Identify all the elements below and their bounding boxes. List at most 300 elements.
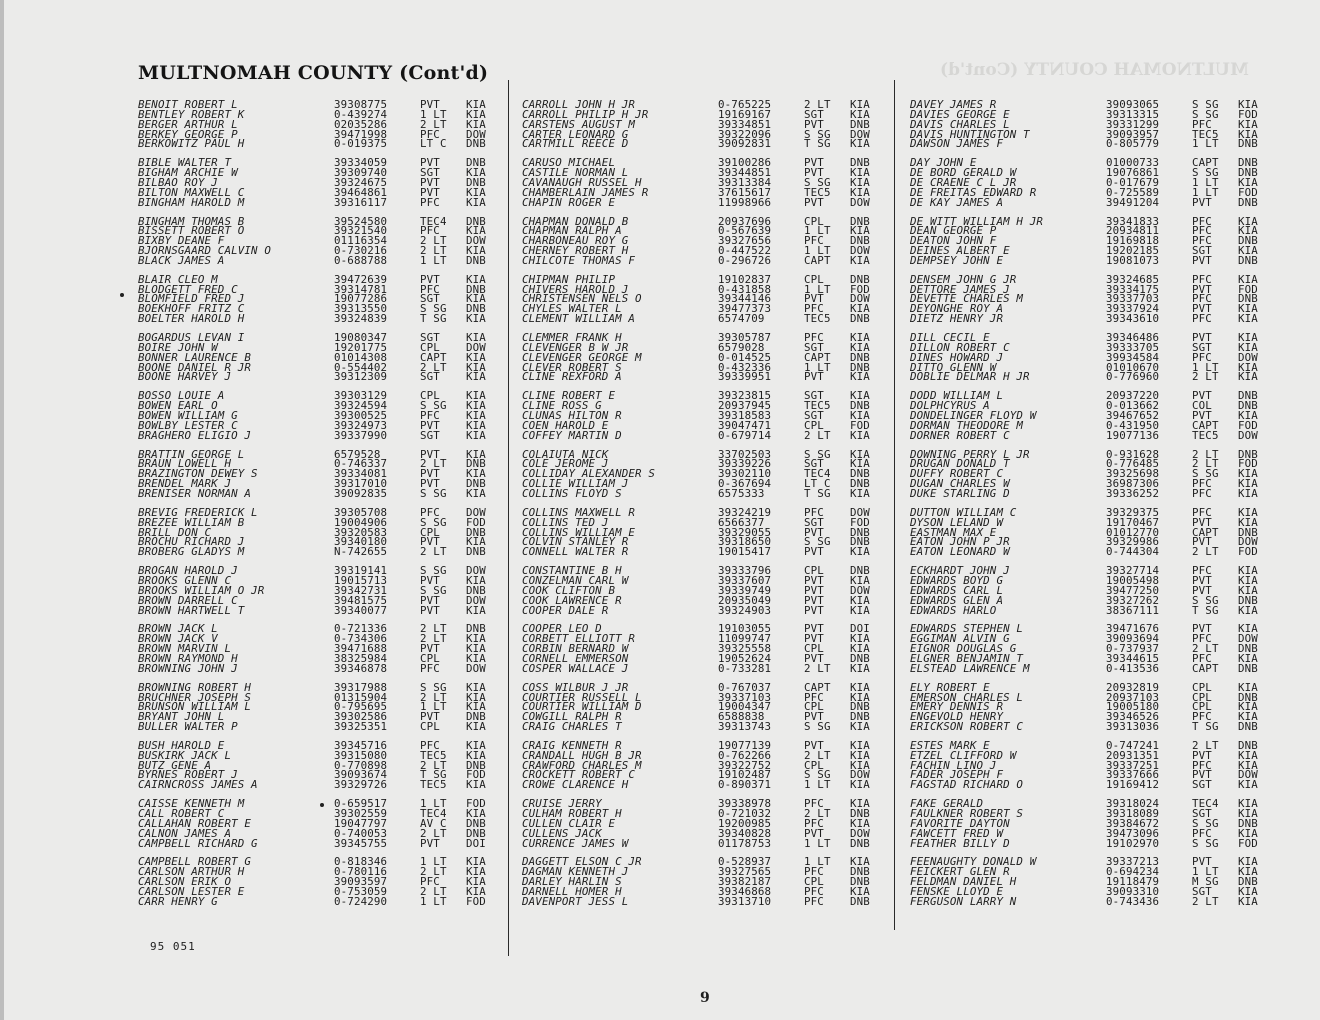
rank: CAPT xyxy=(1192,661,1219,675)
rank: SGT xyxy=(1192,244,1212,258)
serial-number: 01315904 xyxy=(334,690,388,704)
serial-number: 6566377 xyxy=(718,515,765,529)
rank: S SG xyxy=(1192,107,1219,121)
status-code: DNB xyxy=(1238,690,1258,704)
status-code: KIA xyxy=(466,331,486,345)
rank: SGT xyxy=(420,428,440,442)
serial-number: 01116354 xyxy=(334,234,388,248)
roster-row xyxy=(910,573,1270,587)
serial-number: 0-747241 xyxy=(1106,738,1160,752)
status-code: KIA xyxy=(466,467,486,481)
serial-number: 01010670 xyxy=(1106,360,1160,374)
roster-row xyxy=(910,816,1270,830)
rank: PFC xyxy=(420,195,440,209)
status-code: KIA xyxy=(850,340,870,354)
name: DODD WILLIAM L xyxy=(910,391,1004,402)
status-code: KIA xyxy=(1238,573,1258,587)
roster-row xyxy=(522,333,882,343)
roster-group xyxy=(910,857,1270,906)
roster-row xyxy=(522,195,882,209)
status-code: DOW xyxy=(850,195,870,209)
status-code: KIA xyxy=(850,545,870,559)
rank: CAPT xyxy=(804,350,831,364)
rank: SGT xyxy=(1192,884,1212,898)
status-code: DOW xyxy=(466,340,486,354)
name: DONDELINGER FLOYD W xyxy=(910,411,1037,421)
rank: 2 LT xyxy=(420,117,447,131)
roster-group xyxy=(910,158,1270,207)
name: EMERSON CHARLES L xyxy=(910,692,1024,703)
name: DAVEY JAMES R xyxy=(910,100,997,110)
status-code: KIA xyxy=(466,603,486,617)
status-code: KIA xyxy=(1238,826,1258,840)
roster-row xyxy=(522,547,882,557)
rank: 1 LT xyxy=(420,107,447,121)
status-code: DNB xyxy=(1238,195,1258,209)
roster-row xyxy=(910,185,1270,199)
rank: 1 LT xyxy=(1192,175,1219,189)
name: FAWCETT FRED W xyxy=(910,828,1004,839)
name: EDWARDS GLEN A xyxy=(910,595,1004,606)
roster-row xyxy=(522,185,882,199)
rank: CAPT xyxy=(1192,525,1219,539)
rank: 2 LT xyxy=(420,884,447,898)
name: BOELTER HAROLD H xyxy=(138,314,245,325)
serial-number: 19169818 xyxy=(1106,234,1160,248)
status-code: DNB xyxy=(850,467,870,481)
roster-column-3 xyxy=(910,100,1270,916)
serial-number: 39481575 xyxy=(334,593,388,607)
rank: SGT xyxy=(420,166,440,180)
name: COLAIUTA NICK xyxy=(522,449,609,460)
serial-number: 0-776960 xyxy=(1106,370,1160,384)
rank: PVT xyxy=(420,603,440,617)
rank: CPL xyxy=(1192,700,1212,714)
status-code: DNB xyxy=(466,622,486,636)
name: BOIRE JOHN W xyxy=(138,342,218,353)
name: CALL ROBERT C xyxy=(138,809,225,819)
status-code: DNB xyxy=(466,137,486,151)
status-code: DNB xyxy=(850,700,870,714)
status-code: DNB xyxy=(466,710,486,724)
name: DINES HOWARD J xyxy=(910,352,1004,363)
roster-row xyxy=(910,547,1270,557)
name: BYRNES ROBERT J xyxy=(138,770,238,781)
status-code: DOW xyxy=(1238,535,1258,549)
status-code: FOD xyxy=(466,797,486,811)
status-code: KIA xyxy=(850,797,870,811)
serial-number: 39308775 xyxy=(334,98,388,111)
name: BROWNING ROBERT H xyxy=(138,682,252,693)
status-code: KIA xyxy=(1238,651,1258,665)
status-code: KIA xyxy=(1238,214,1258,228)
rank: 2 LT xyxy=(420,244,447,258)
rank: 1 LT xyxy=(420,855,447,869)
status-code: KIA xyxy=(466,680,486,694)
status-code: KIA xyxy=(850,428,870,442)
name: EMERY DENNIS R xyxy=(910,702,1004,713)
rank: PVT xyxy=(804,583,824,597)
status-code: KIA xyxy=(1238,467,1258,481)
roster-row xyxy=(910,644,1270,654)
status-code: DOW xyxy=(850,583,870,597)
status-code: DNB xyxy=(1238,875,1258,889)
status-code: KIA xyxy=(1238,224,1258,238)
roster-row xyxy=(910,722,1270,732)
name: BLODGETT FRED C xyxy=(138,284,238,295)
footer-code: 95 051 xyxy=(150,940,196,953)
name: COLLINS WILLIAM E xyxy=(522,527,636,538)
rank: 2 LT xyxy=(420,457,447,471)
serial-number: 11998966 xyxy=(718,195,772,209)
name: CHAPMAN DONALD B xyxy=(522,216,629,227)
rank: LT C xyxy=(804,477,831,491)
rank: 1 LT xyxy=(804,244,831,258)
serial-number: 39384672 xyxy=(1106,816,1160,830)
roster-group xyxy=(522,447,882,500)
rank: PVT xyxy=(1192,573,1212,587)
serial-number: 39324903 xyxy=(718,603,772,617)
serial-number: 39093310 xyxy=(1106,884,1160,898)
serial-number: 0-679714 xyxy=(718,428,772,442)
serial-number: 39333796 xyxy=(718,564,772,578)
rank: 1 LT xyxy=(420,894,447,908)
rank: CPL xyxy=(1192,680,1212,694)
rank: PVT xyxy=(1192,535,1212,549)
status-code: KIA xyxy=(1238,807,1258,821)
status-code: KIA xyxy=(466,272,486,286)
rank: TEC4 xyxy=(420,214,447,228)
roster-row xyxy=(522,680,882,694)
serial-number: 19118479 xyxy=(1106,875,1160,889)
name: ELY ROBERT E xyxy=(910,682,990,693)
rank: CPL xyxy=(804,418,824,432)
status-code: DNB xyxy=(1238,292,1258,306)
name: FADER JOSEPH F xyxy=(910,770,1004,781)
name: CHYLES WALTER L xyxy=(522,304,622,315)
name: BRAZINGTON DEWEY S xyxy=(138,469,258,480)
serial-number: 0-439274 xyxy=(334,107,388,121)
status-code: KIA xyxy=(466,875,486,889)
roster-row xyxy=(522,722,882,732)
name: DIETZ HENRY JR xyxy=(910,314,1004,325)
status-code: DOW xyxy=(1238,428,1258,442)
status-code: KIA xyxy=(850,758,870,772)
name: BOSSO LOUIE A xyxy=(138,391,225,402)
roster-row xyxy=(910,525,1270,539)
status-code: DOW xyxy=(850,505,870,519)
roster-row xyxy=(522,401,882,411)
rank: PFC xyxy=(1192,214,1212,228)
status-code: KIA xyxy=(1238,710,1258,724)
rank: S SG xyxy=(804,175,831,189)
roster-row xyxy=(522,624,882,634)
roster-group xyxy=(522,391,882,440)
name: CLINE REXFORD A xyxy=(522,372,622,383)
rank: S SG xyxy=(804,768,831,782)
name: BROWN JACK V xyxy=(138,634,218,645)
status-code: KIA xyxy=(1238,748,1258,762)
rank: SGT xyxy=(804,515,824,529)
status-code: KIA xyxy=(1238,700,1258,714)
roster-row xyxy=(138,469,498,479)
status-code: DOW xyxy=(850,292,870,306)
serial-number: 39320583 xyxy=(334,525,388,539)
status-code: KIA xyxy=(466,244,486,258)
rank: TEC5 xyxy=(420,748,447,762)
roster-row xyxy=(910,294,1270,304)
status-code: KIA xyxy=(850,137,870,151)
name: COURTIER WILLIAM D xyxy=(522,702,642,713)
serial-number: 39313315 xyxy=(1106,107,1160,121)
roster-row xyxy=(522,226,882,236)
rank: 1 LT xyxy=(804,836,831,850)
roster-row xyxy=(522,877,882,887)
rank: PVT xyxy=(804,370,824,384)
roster-row xyxy=(522,583,882,597)
page-title: MULTNOMAH COUNTY (Cont'd) xyxy=(138,62,489,84)
status-code: KIA xyxy=(466,360,486,374)
name: CROWE CLARENCE H xyxy=(522,780,629,791)
name: CARLSON LESTER E xyxy=(138,886,245,897)
status-code: KIA xyxy=(850,738,870,752)
roster-group xyxy=(138,566,498,615)
status-code: KIA xyxy=(850,370,870,384)
rank: 1 LT xyxy=(804,778,831,792)
rank: PVT xyxy=(804,292,824,306)
serial-number: 39324685 xyxy=(1106,272,1160,286)
status-code: DNB xyxy=(850,312,870,326)
name: BILBAO ROY J xyxy=(138,177,218,188)
status-code: DNB xyxy=(1238,720,1258,734)
status-code: DOW xyxy=(850,768,870,782)
rank: 1 LT xyxy=(420,797,447,811)
name: ELGNER BENJAMIN T xyxy=(910,653,1024,664)
serial-number: 6579028 xyxy=(718,340,765,354)
serial-number: 39305787 xyxy=(718,331,772,345)
roster-row xyxy=(138,826,498,840)
serial-number: 39093597 xyxy=(334,875,388,889)
status-code: KIA xyxy=(1238,865,1258,879)
status-code: KIA xyxy=(1238,603,1258,617)
name: BOWEN WILLIAM G xyxy=(138,411,238,421)
status-code: KIA xyxy=(850,447,870,461)
name: CLINE ROBERT E xyxy=(522,391,616,402)
name: CARSTENS AUGUST M xyxy=(522,119,636,130)
roster-row xyxy=(522,314,882,324)
roster-row xyxy=(138,195,498,209)
serial-number: 0-740053 xyxy=(334,826,388,840)
serial-number: 39313743 xyxy=(718,720,772,734)
status-code: KIA xyxy=(1238,505,1258,519)
rank: 1 LT xyxy=(1192,865,1219,879)
serial-number: 0-014525 xyxy=(718,350,772,364)
name: CARLSON ERIK O xyxy=(138,877,232,887)
status-code: KIA xyxy=(466,748,486,762)
rank: CPL xyxy=(420,651,440,665)
status-code: FOD xyxy=(1238,545,1258,559)
serial-number: 6575333 xyxy=(718,486,765,500)
serial-number: 0-528937 xyxy=(718,855,772,869)
serial-number: 39934584 xyxy=(1106,350,1160,364)
serial-number: 39325351 xyxy=(334,720,388,734)
name: EASTMAN MAX E xyxy=(910,527,997,538)
rank: PFC xyxy=(1192,272,1212,286)
rank: TEC5 xyxy=(1192,127,1219,141)
rank: TEC5 xyxy=(804,312,831,326)
serial-number: 39318089 xyxy=(1106,807,1160,821)
name: CHIVERS HAROLD J xyxy=(522,284,629,295)
name: DOWNING PERRY L JR xyxy=(910,449,1030,460)
name: DORNER ROBERT C xyxy=(910,430,1010,441)
status-code: KIA xyxy=(466,166,486,180)
rank: S SG xyxy=(1192,593,1219,607)
serial-number: 39327656 xyxy=(718,234,772,248)
status-code: DOW xyxy=(1238,768,1258,782)
serial-number: 20937696 xyxy=(718,214,772,228)
serial-number: 39324219 xyxy=(718,505,772,519)
rank: PVT xyxy=(1192,331,1212,345)
rank: S SG xyxy=(420,583,447,597)
roster-group xyxy=(910,624,1270,673)
roster-row xyxy=(910,877,1270,887)
rank: PFC xyxy=(1192,350,1212,364)
status-code: KIA xyxy=(850,632,870,646)
name: BINGHAM HAROLD M xyxy=(138,197,245,208)
serial-number: 0-931628 xyxy=(1106,447,1160,461)
status-code: KIA xyxy=(1238,127,1258,141)
name: BONNER LAURENCE B xyxy=(138,352,252,363)
status-code: KIA xyxy=(1238,884,1258,898)
rank: PVT xyxy=(420,836,440,850)
serial-number: 39337924 xyxy=(1106,302,1160,316)
name: DEYONGHE ROY A xyxy=(910,304,1004,315)
name: BROCHU RICHARD J xyxy=(138,537,245,548)
serial-number: 39340077 xyxy=(334,603,388,617)
serial-number: 19102970 xyxy=(1106,836,1160,850)
name: DE WITT WILLIAM H JR xyxy=(910,216,1044,227)
roster-row xyxy=(910,272,1270,286)
name: DUGAN CHARLES W xyxy=(910,479,1010,489)
rank: T SG xyxy=(804,137,831,151)
rank: PVT xyxy=(420,467,440,481)
status-code: KIA xyxy=(1238,340,1258,354)
status-code: DNB xyxy=(466,214,486,228)
rank: TEC4 xyxy=(804,467,831,481)
rank: PFC xyxy=(1192,224,1212,238)
roster-row xyxy=(910,214,1270,228)
status-code: KIA xyxy=(466,738,486,752)
serial-number: 0-746337 xyxy=(334,457,388,471)
status-code: DNB xyxy=(466,282,486,296)
name: BERKOWITZ PAUL H xyxy=(138,139,245,150)
rank: 2 LT xyxy=(804,748,831,762)
rank: 1 LT xyxy=(420,700,447,714)
serial-number: 39337251 xyxy=(1106,758,1160,772)
roster-row xyxy=(522,816,882,830)
serial-number: 0-765225 xyxy=(718,98,772,111)
name: DILLON ROBERT C xyxy=(910,342,1010,353)
serial-number: 20935049 xyxy=(718,593,772,607)
rank: T SG xyxy=(804,486,831,500)
serial-number: 20931351 xyxy=(1106,748,1160,762)
name: BRYANT JOHN L xyxy=(138,712,225,723)
rank: S SG xyxy=(420,302,447,316)
status-code: FOD xyxy=(466,768,486,782)
name: BRENDEL MARK J xyxy=(138,479,232,489)
serial-number: 19015417 xyxy=(718,545,772,559)
roster-row xyxy=(910,661,1270,675)
rank: PFC xyxy=(1192,312,1212,326)
rank: PFC xyxy=(420,282,440,296)
roster-row xyxy=(910,139,1270,149)
roster-group xyxy=(138,680,498,734)
status-code: KIA xyxy=(466,642,486,656)
serial-number: 39471688 xyxy=(334,642,388,656)
name: CHAPMAN RALPH A xyxy=(522,226,622,237)
rank: PVT xyxy=(804,710,824,724)
status-code: DNB xyxy=(466,156,486,170)
status-code: KIA xyxy=(850,720,870,734)
serial-number: 39333705 xyxy=(1106,340,1160,354)
roster-row xyxy=(138,525,498,539)
rank: PFC xyxy=(804,331,824,345)
roster-row xyxy=(910,680,1270,694)
name: DAVIES GEORGE E xyxy=(910,109,1010,120)
rank: PVT xyxy=(1192,409,1212,423)
rank: CPL xyxy=(420,720,440,734)
serial-number: 39382187 xyxy=(718,875,772,889)
name: BINGHAM THOMAS B xyxy=(138,216,245,227)
serial-number: 39471998 xyxy=(334,127,388,141)
rank: SGT xyxy=(804,107,824,121)
name: BROOKS WILLIAM O JR xyxy=(138,585,265,596)
name: DENSEM JOHN G JR xyxy=(910,274,1017,285)
status-code: DNB xyxy=(466,545,486,559)
status-code: DOW xyxy=(466,127,486,141)
roster-group xyxy=(910,391,1270,440)
rank: PFC xyxy=(1192,564,1212,578)
rank: AV C xyxy=(420,816,447,830)
status-code: KIA xyxy=(466,409,486,423)
roster-row xyxy=(138,836,498,850)
serial-number: 0-805779 xyxy=(1106,137,1160,151)
status-code: KIA xyxy=(1238,312,1258,326)
name: BIBLE WALTER T xyxy=(138,158,232,169)
column-divider xyxy=(508,80,509,956)
serial-number: 19004906 xyxy=(334,515,388,529)
status-code: DNB xyxy=(466,816,486,830)
roster-group xyxy=(522,505,882,559)
roster-row xyxy=(910,758,1270,772)
serial-number: 19047797 xyxy=(334,816,388,830)
serial-number: 39477250 xyxy=(1106,583,1160,597)
roster-row xyxy=(522,100,882,110)
rank: PVT xyxy=(1192,282,1212,296)
rank: PFC xyxy=(1192,632,1212,646)
status-code: KIA xyxy=(850,690,870,704)
rank: PVT xyxy=(804,573,824,587)
serial-number: 39337666 xyxy=(1106,768,1160,782)
status-code: DNB xyxy=(850,156,870,170)
roster-row xyxy=(910,469,1270,479)
name: COLE JEROME J xyxy=(522,459,609,470)
rank: 1 LT xyxy=(804,855,831,869)
serial-number: 0-767037 xyxy=(718,680,772,694)
status-code: KIA xyxy=(1238,894,1258,908)
serial-number: 0-795695 xyxy=(334,700,388,714)
roster-row xyxy=(522,867,882,877)
